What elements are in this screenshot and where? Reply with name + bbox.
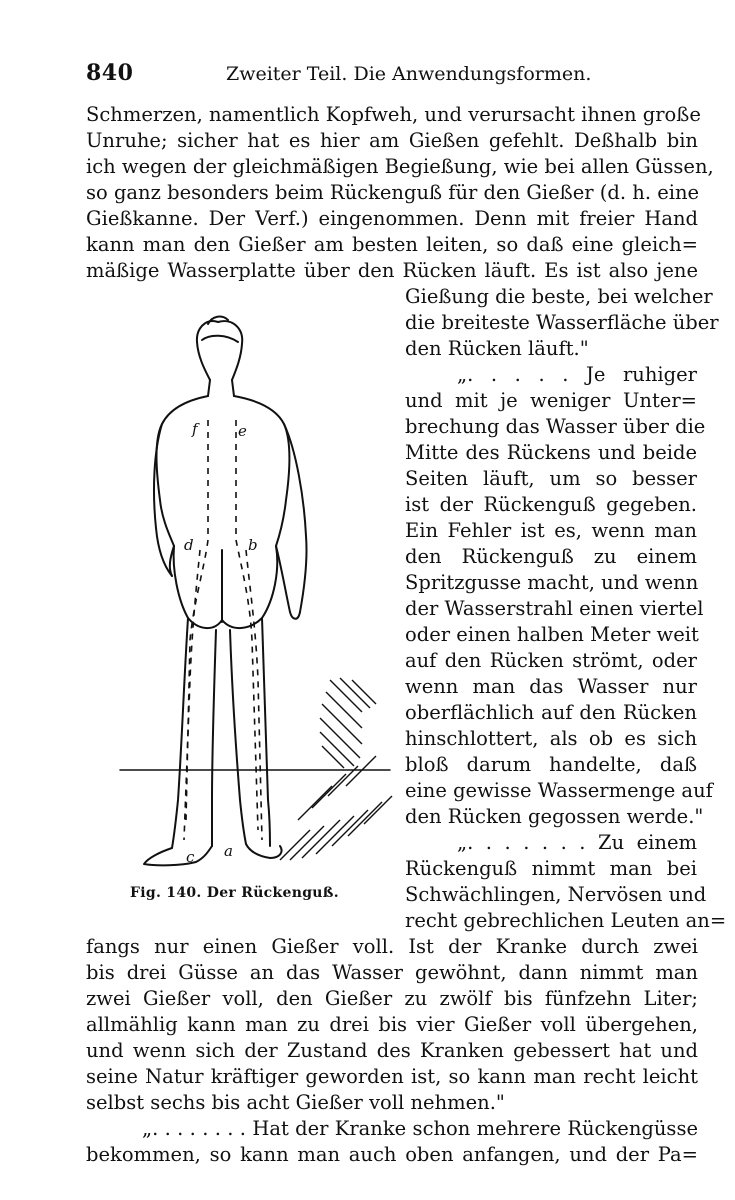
page-number: 840 [86, 60, 134, 86]
text-line: „. . . . . Je ruhiger [457, 363, 697, 386]
running-head [86, 60, 698, 90]
text-line: so ganz besonders beim Rückenguß für den Gießer (d. h. eine [86, 181, 700, 204]
text-line: und mit je weniger Unter= [405, 389, 697, 412]
label-e: e [238, 422, 247, 440]
text-line: den Rücken läuft." [405, 337, 589, 360]
label-f: f [192, 420, 198, 438]
figure-back-douche [100, 300, 400, 890]
label-b: b [248, 536, 258, 554]
text-line: und wenn sich der Zustand des Kranken gebessert hat und [86, 1039, 698, 1062]
label-c: c [186, 848, 195, 866]
text-line: kann man den Gießer am besten leiten, so daß eine gleich= [86, 233, 698, 256]
running-title: Zweiter Teil. Die Anwendungsformen. [226, 63, 592, 85]
text-line: Gießung die beste, bei welcher [405, 285, 713, 308]
text-line: Schmerzen, namentlich Kopfweh, und verursacht ihnen große [86, 103, 701, 126]
text-line: Seiten läuft, um so besser [405, 467, 697, 490]
text-line: fangs nur einen Gießer voll. Ist der Kranke durch zwei [86, 935, 698, 958]
figure-caption: Fig. 140. Der Rückenguß. [130, 885, 339, 901]
figure-illustration [100, 300, 400, 890]
label-d: d [184, 536, 194, 554]
text-line: bloß darum handelte, daß [405, 753, 697, 776]
text-line: Unruhe; sicher hat es hier am Gießen gefehlt. Deßhalb bin [86, 129, 698, 152]
text-line: eine gewisse Wassermenge auf [405, 779, 713, 802]
text-line: mäßige Wasserplatte über den Rücken läuft. Es ist also jene [86, 259, 698, 282]
text-line: Gießkanne. Der Verf.) eingenommen. Denn mit freier Hand [86, 207, 698, 230]
text-line: zwei Gießer voll, den Gießer zu zwölf bis fünfzehn Liter; [86, 987, 698, 1010]
text-line: Ein Fehler ist es, wenn man [405, 519, 697, 542]
text-line: selbst sechs bis acht Gießer voll nehmen." [86, 1091, 505, 1114]
text-line: bekommen, so kann man auch oben anfangen, und der Pa= [86, 1143, 698, 1166]
text-line: auf den Rücken strömt, oder [405, 649, 697, 672]
text-line: Spritzgusse macht, und wenn [405, 571, 699, 594]
text-line: „. . . . . . . . Hat der Kranke schon mehrere Rückengüsse [142, 1117, 698, 1140]
text-line: Mitte des Rückens und beide [405, 441, 697, 464]
text-line: bis drei Güsse an das Wasser gewöhnt, dann nimmt man [86, 961, 698, 984]
text-line: oder einen halben Meter weit [405, 623, 699, 646]
label-a: a [224, 842, 233, 860]
text-line: „. . . . . . . Zu einem [457, 831, 697, 854]
text-line: seine Natur kräftiger geworden ist, so kann man recht leicht [86, 1065, 698, 1088]
text-line: ich wegen der gleichmäßigen Begießung, wie bei allen Güssen, [86, 155, 714, 178]
text-line: allmählig kann man zu drei bis vier Gießer voll übergehen, [86, 1013, 698, 1036]
text-line: oberflächlich auf den Rücken [405, 701, 697, 724]
text-line: Rückenguß nimmt man bei [405, 857, 697, 880]
text-line: den Rücken gegossen werde." [405, 805, 704, 828]
text-line: die breiteste Wasserfläche über [405, 311, 719, 334]
text-line: wenn man das Wasser nur [405, 675, 697, 698]
text-line: hinschlottert, als ob es sich [405, 727, 697, 750]
text-line: brechung das Wasser über die [405, 415, 706, 438]
text-line: recht gebrechlichen Leuten an= [405, 909, 727, 932]
text-line: der Wasserstrahl einen viertel [405, 597, 704, 620]
text-line: Schwächlingen, Nervösen und [405, 883, 707, 906]
text-line: ist der Rückenguß gegeben. [405, 493, 697, 516]
text-line: den Rückenguß zu einem [405, 545, 697, 568]
